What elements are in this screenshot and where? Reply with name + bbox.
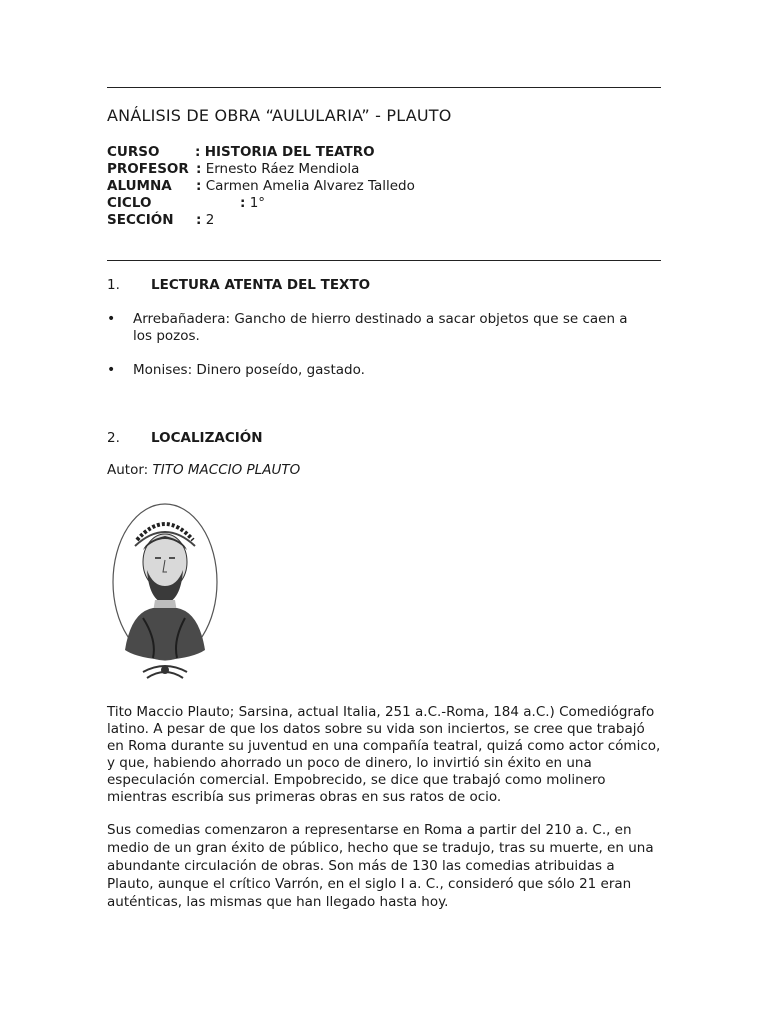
- list-item: • Monises: Dinero poseído, gastado.: [107, 362, 365, 378]
- biography-paragraph-2: Sus comedias comenzaron a representarse en Roma a partir del 210 a. C., en medio de un gran éxito de público, hecho que se tradujo, tras su muerte, en una abundante circulación de obras. Son más de 130 las comedias atribuidas a Plauto, aunque el crítico Varrón, en el siglo I a. C., consideró que sólo 21 eran auténticas, las mismas que han llegado hasta hoy.: [107, 822, 654, 910]
- author-line: Autor: TITO MACCIO PLAUTO: [107, 462, 301, 478]
- bullet-dot-icon: •: [107, 311, 116, 327]
- section-heading-localizacion: 2. LOCALIZACIÓN: [107, 430, 263, 446]
- document-title: ANÁLISIS DE OBRA “AULULARIA” - PLAUTO: [107, 106, 452, 125]
- bullet-dot-icon: •: [107, 362, 116, 378]
- info-row-seccion: SECCIÓN : 2: [107, 212, 215, 228]
- section-heading-lectura: 1. LECTURA ATENTA DEL TEXTO: [107, 277, 371, 293]
- info-row-curso: CURSO : HISTORIA DEL TEATRO: [107, 144, 375, 160]
- course-info-block: [107, 144, 415, 229]
- top-divider: [107, 87, 661, 88]
- plautus-portrait-image: [107, 500, 223, 688]
- author-name: TITO MACCIO PLAUTO: [152, 462, 301, 478]
- info-row-alumna: ALUMNA : Carmen Amelia Alvarez Talledo: [107, 178, 415, 194]
- info-row-ciclo: CICLO : 1°: [107, 195, 266, 211]
- info-row-profesor: PROFESOR : Ernesto Ráez Mendiola: [107, 161, 360, 177]
- biography-paragraph-1: Tito Maccio Plauto; Sarsina, actual Italia, 251 a.C.-Roma, 184 a.C.) Comediógrafo latino. A pesar de que los datos sobre su vida son inciertos, se cree que trabajó en Roma durante su juventud en una compañía teatral, quizá como actor cómico, y que, habiendo ahorrado un poco de dinero, lo invirtió sin éxito en una especulación comercial. Empobrecido, se dice que trabajó como molinero mientras escribía sus primeras obras en sus ratos de ocio.: [107, 704, 661, 805]
- list-item: • Arrebañadera: Gancho de hierro destinado a sacar objetos que se caen a los pozos.: [107, 311, 628, 344]
- middle-divider: [107, 260, 661, 261]
